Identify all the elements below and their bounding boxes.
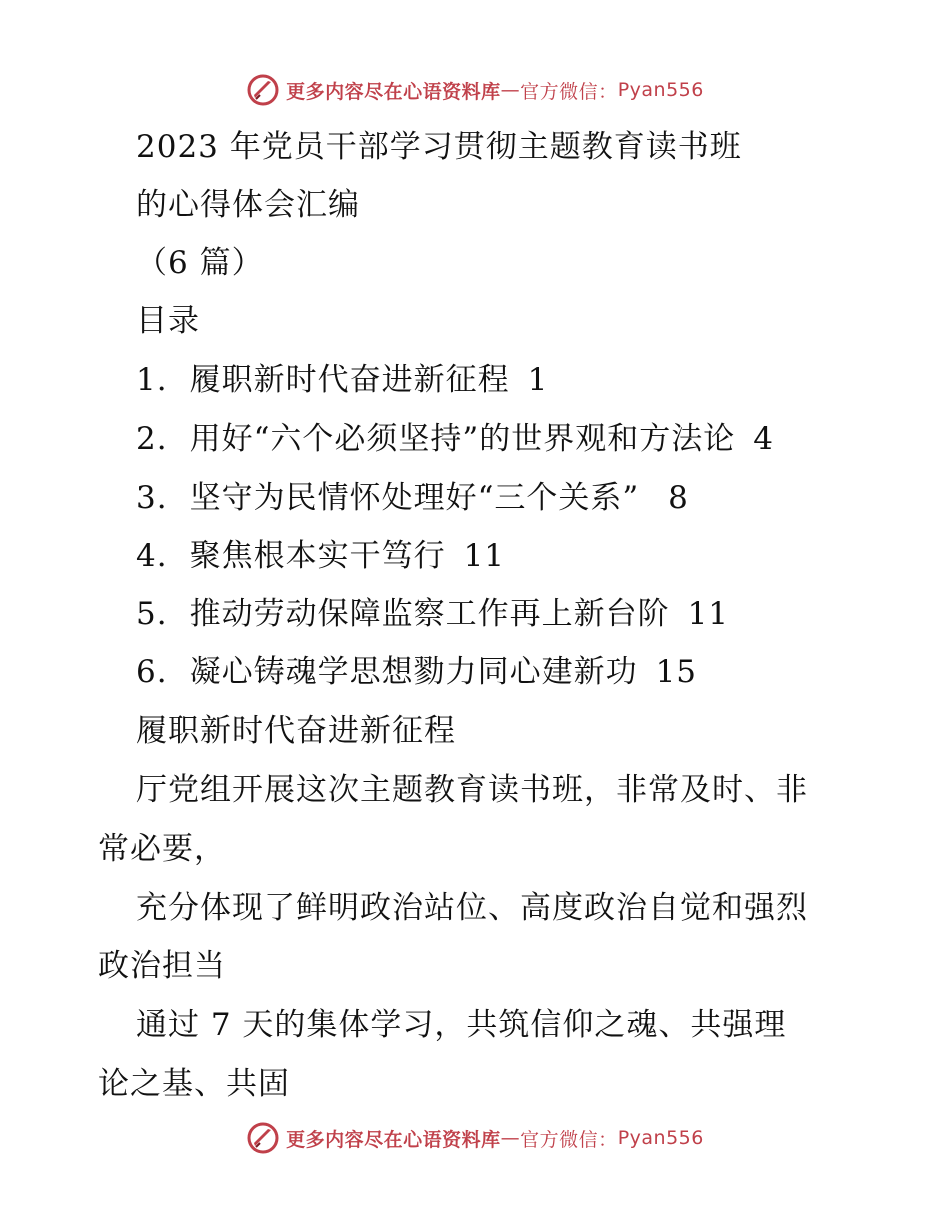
watermark-separator: —: [500, 1127, 521, 1149]
paragraph-3-line1: 通过 7 天的集体学习，共筑信仰之魂、共强理: [136, 1007, 787, 1043]
paragraph-2-line2: 政治担当: [98, 948, 226, 984]
watermark-wechat-label: 官方微信：: [520, 80, 618, 103]
toc-item-title: 聚焦根本实干笃行: [189, 538, 446, 574]
toc-item-page: 11: [463, 538, 506, 574]
header-watermark: [0, 70, 950, 110]
quill-logo-icon: [246, 73, 280, 107]
toc-item[interactable]: [136, 478, 689, 518]
watermark-wechat-id: Pyan556: [617, 1127, 704, 1149]
paragraph-3-line2: 论之基、共固: [98, 1066, 290, 1102]
toc-item-page: 11: [687, 596, 730, 632]
toc-item-number: 6.: [136, 654, 168, 690]
toc-item-title: 推动劳动保障监察工作再上新台阶: [189, 596, 670, 632]
toc-item-number: 3.: [136, 480, 168, 516]
paragraph-1-line2: 常必要，: [98, 831, 226, 867]
doc-count: （6 篇）: [136, 245, 264, 281]
toc-item[interactable]: [136, 360, 548, 400]
toc-item-number: 1.: [136, 362, 168, 398]
footer-watermark: [0, 1118, 950, 1158]
watermark-main-text: 更多内容尽在心语资料库: [286, 80, 501, 103]
toc-heading: 目录: [136, 303, 200, 339]
toc-item-title: 用好“六个必须坚持”的世界观和方法论: [189, 421, 736, 457]
toc-item[interactable]: [136, 594, 729, 634]
doc-title-line1: 2023 年党员干部学习贯彻主题教育读书班: [136, 129, 742, 165]
watermark-wechat-id: Pyan556: [617, 79, 704, 101]
toc-item[interactable]: [136, 652, 697, 692]
toc-item-number: 5.: [136, 596, 168, 632]
section-title: 履职新时代奋进新征程: [136, 713, 456, 749]
toc-item-title: 凝心铸魂学思想勠力同心建新功: [189, 654, 638, 690]
paragraph-2-line1: 充分体现了鲜明政治站位、高度政治自觉和强烈: [136, 890, 808, 926]
toc-item-title: 履职新时代奋进新征程: [189, 362, 510, 398]
watermark-wechat-label: 官方微信：: [520, 1128, 618, 1151]
toc-item-title: 坚守为民情怀处理好“三个关系”: [189, 480, 640, 516]
paragraph-1-line1: 厅党组开展这次主题教育读书班，非常及时、非: [136, 772, 808, 808]
toc-item-page: 8: [657, 480, 689, 516]
toc-item[interactable]: [136, 536, 505, 576]
toc-item[interactable]: [136, 419, 774, 459]
watermark-separator: —: [500, 79, 521, 101]
toc-item-number: 2.: [136, 421, 168, 457]
toc-item-page: 1: [527, 362, 549, 398]
toc-item-number: 4.: [136, 538, 168, 574]
toc-item-page: 15: [655, 654, 698, 690]
quill-logo-icon: [246, 1121, 280, 1155]
toc-item-page: 4: [753, 421, 775, 457]
doc-title-line2: 的心得体会汇编: [136, 187, 360, 223]
watermark-main-text: 更多内容尽在心语资料库: [286, 1128, 501, 1151]
